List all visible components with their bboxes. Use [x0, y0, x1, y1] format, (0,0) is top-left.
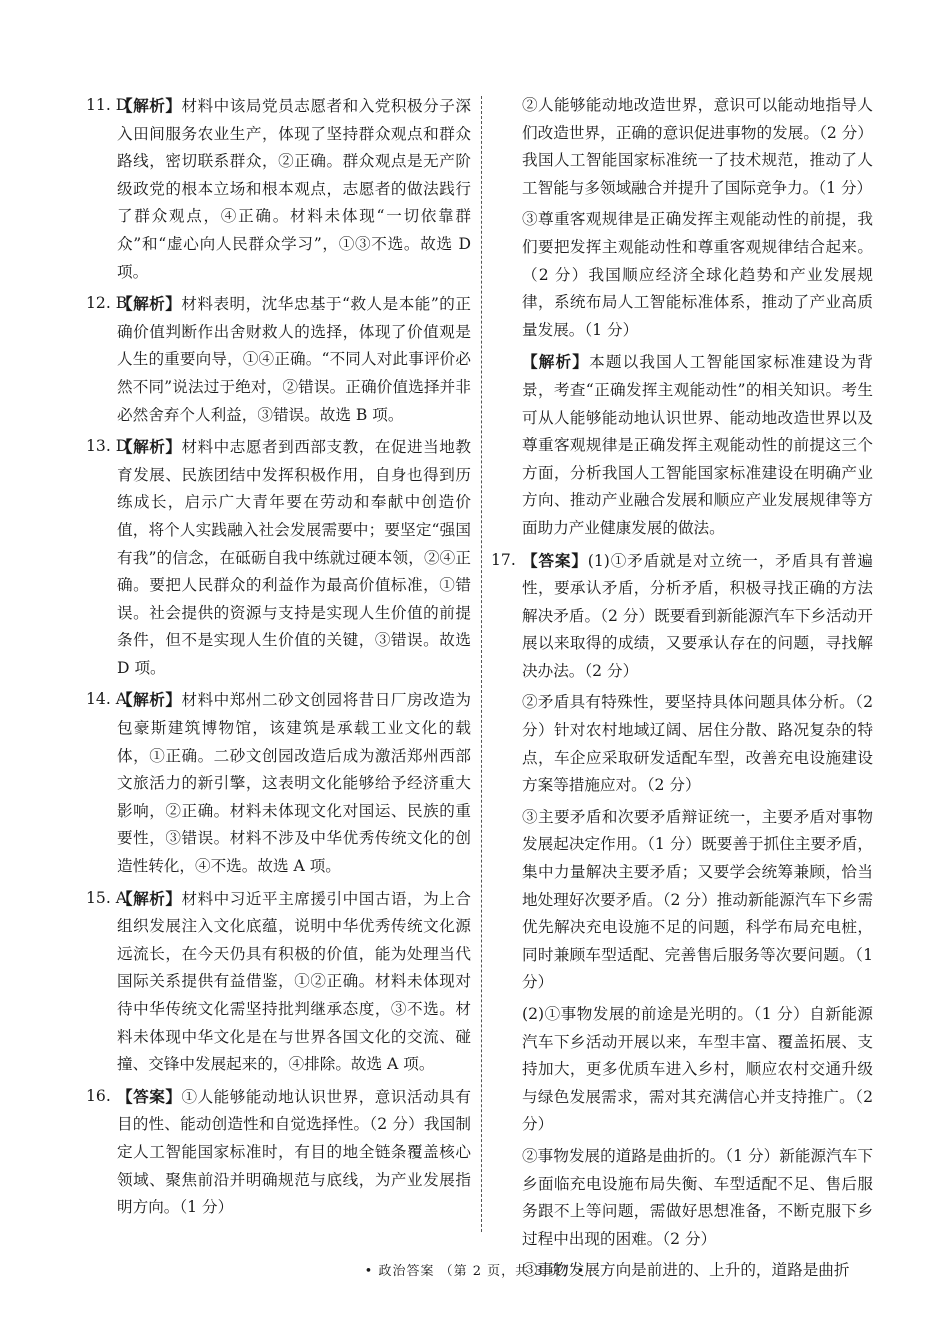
left-column [86, 92, 471, 1226]
analysis-tag: 【解析】 [117, 437, 182, 457]
answer-item-14 [86, 686, 471, 880]
answer-tag: 【答案】 [117, 1086, 182, 1106]
answer-17-paragraph: ③主要矛盾和次要矛盾辩证统一，主要矛盾对事物发展起决定作用。（1 分）既要善于抓住主要矛盾，集中力量解决主要矛盾；又要学会统筹兼顾，恰当地处理好次要矛盾。（2 分）推动新能源汽车下乡需优先解决充电设施不足的问题，科学布局充电桩，同时兼顾车型适配、完善售后服务等次要问题。（1 分） [522, 807, 873, 992]
analysis-text: 本题以我国人工智能国家标准建设为背景，考查“正确发挥主观能动性”的相关知识。考生可从人能够能动地认识世界、能动地改造世界以及尊重客观规律是正确发挥主观能动性的前提这三个方面，分析我国人工智能国家标准建设在明确产业方向、推动产业融合发展和顺应产业发展规律等方面助力产业健康发展的做法。 [522, 353, 873, 537]
item-number: 15. A [86, 888, 128, 907]
answer-item-17 [491, 547, 873, 686]
answer-item-16 [86, 1083, 471, 1222]
item-number: 17. [491, 550, 516, 569]
item-text: 材料中该局党员志愿者和入党积极分子深入田间服务农业生产，体现了坚持群众观点和群众路线，密切联系群众，②正确。群众观点是无产阶级政党的根本立场和根本观点，志愿者的做法践行了群众观点，④正确。材料未体现“一切依靠群众”和“虚心向人民群众学习”，①③不选。故选 D 项。 [117, 97, 471, 281]
item-text: 材料表明，沈华忠基于“救人是本能”的正确价值判断作出舍财救人的选择，体现了价值观是人生的重要向导，①④正确。“不同人对此事评价必然不同”说法过于绝对，②错误。正确价值选择并非必然舍弃个人利益，③错误。故选 B 项。 [117, 295, 471, 424]
answer-tag: 【答案】 [522, 550, 588, 570]
answer-17-paragraph: (2)①事物发展的前途是光明的。（1 分）自新能源汽车下乡活动开展以来，车型丰富、覆盖拓展、支持加大，更多优质车进入乡村，顺应农村交通升级与绿色发展需求，需对其充满信心并支持推广。（2 分） [522, 1005, 873, 1134]
answer-17-paragraph: ②矛盾具有特殊性，要坚持具体问题具体分析。（2 分）针对农村地域辽阔、居住分散、路况复杂的特点，车企应采取研发适配车型，改善充电设施建设方案等措施应对。（2 分） [522, 693, 873, 795]
analysis-tag: 【解析】 [117, 96, 182, 115]
analysis-tag: 【解析】 [117, 294, 182, 314]
item-number: 14. A [86, 690, 128, 709]
analysis-tag: 【解析】 [117, 888, 182, 908]
item-number: 11. D [86, 96, 129, 114]
answer-item-13 [86, 433, 471, 682]
answer-17-paragraph: ③事物发展方向是前进的、上升的，道路是曲折 [522, 1261, 850, 1280]
answer-16-analysis [491, 348, 873, 542]
answer-item-11 [86, 92, 471, 286]
item-number: 16. [86, 1086, 111, 1105]
answer-item-12 [86, 290, 471, 429]
item-number: 12. B [86, 294, 128, 313]
answer-17-paragraph: ②事物发展的道路是曲折的。（1 分）新能源汽车下乡面临充电设施布局失衡、车型适配不足、售后服务跟不上等问题，需做好思想准备，不断克服下乡过程中出现的困难。（2 分） [522, 1146, 873, 1248]
item-text: ①人能够能动地认识世界，意识活动具有目的性、能动创造性和自觉选择性。（2 分）我国制定人工智能国家标准时，有目的地全链条覆盖核心领域、聚焦前沿并明确规范与底线，为产业发展指明方向。（1 分） [117, 1087, 471, 1217]
item-text: (1)①矛盾就是对立统一，矛盾具有普遍性，要承认矛盾，分析矛盾，积极寻找正确的方法解决矛盾。（2 分）既要看到新能源汽车下乡活动开展以来取得的成绩，又要承认存在的问题，寻找解决办法。（2 分） [522, 551, 873, 680]
item-text: 材料中习近平主席援引中国古语，为上合组织发展注入文化底蕴，说明中华优秀传统文化源远流长，在今天仍具有积极的价值，能为处理当代国际关系提供有益借鉴，①②正确。材料未体现对待中华传统文化需坚持批判继承态度，③不选。材料未体现中华文化是在与世界各国文化的交流、碰撞、交锋中发展起来的，④排除。故选 A 项。 [117, 889, 471, 1074]
page-footer: • 政治答案 （第 2 页，共 3 页）• [364, 1264, 586, 1279]
right-column [491, 92, 873, 1289]
answer-16-point-3: ③尊重客观规律是正确发挥主观能动性的前提，我们要把发挥主观能动性和尊重客观规律结合起来。（2 分）我国顺应经济全球化趋势和产业发展规律，系统布局人工智能标准体系，推动了产业高质量发展。（1 分） [522, 210, 873, 339]
answer-item-15 [86, 885, 471, 1079]
item-text: 材料中志愿者到西部支教，在促进当地教育发展、民族团结中发挥积极作用，自身也得到历练成长，启示广大青年要在劳动和奉献中创造价值，将个人实践融入社会发展需要中；要坚定“强国有我”的信念，在砥砺自我中练就过硬本领，②④正确。要把人民群众的利益作为最高价值标准，①错误。社会提供的资源与支持是实现人生价值的前提条件，但不是实现人生价值的关键，③错误。故选 D 项。 [117, 438, 471, 677]
answer-16-point-2: ②人能够能动地改造世界，意识可以能动地指导人们改造世界，正确的意识促进事物的发展。（2 分）我国人工智能国家标准统一了技术规范，推动了人工智能与多领域融合并提升了国际竞争力。（1 分） [522, 96, 873, 197]
analysis-tag: 【解析】 [117, 690, 182, 710]
item-number: 13. D [86, 437, 129, 456]
analysis-tag: 【解析】 [522, 352, 590, 372]
column-divider [481, 96, 482, 1232]
item-text: 材料中郑州二砂文创园将昔日厂房改造为包豪斯建筑博物馆，该建筑是承载工业文化的载体，①正确。二砂文创园改造后成为激活郑州西部文旅活力的新引擎，这表明文化能够给予经济重大影响，②正确。材料未体现文化对国运、民族的重要性，③错误。材料不涉及中华优秀传统文化的创造性转化，④不选。故选 A 项。 [117, 691, 471, 876]
